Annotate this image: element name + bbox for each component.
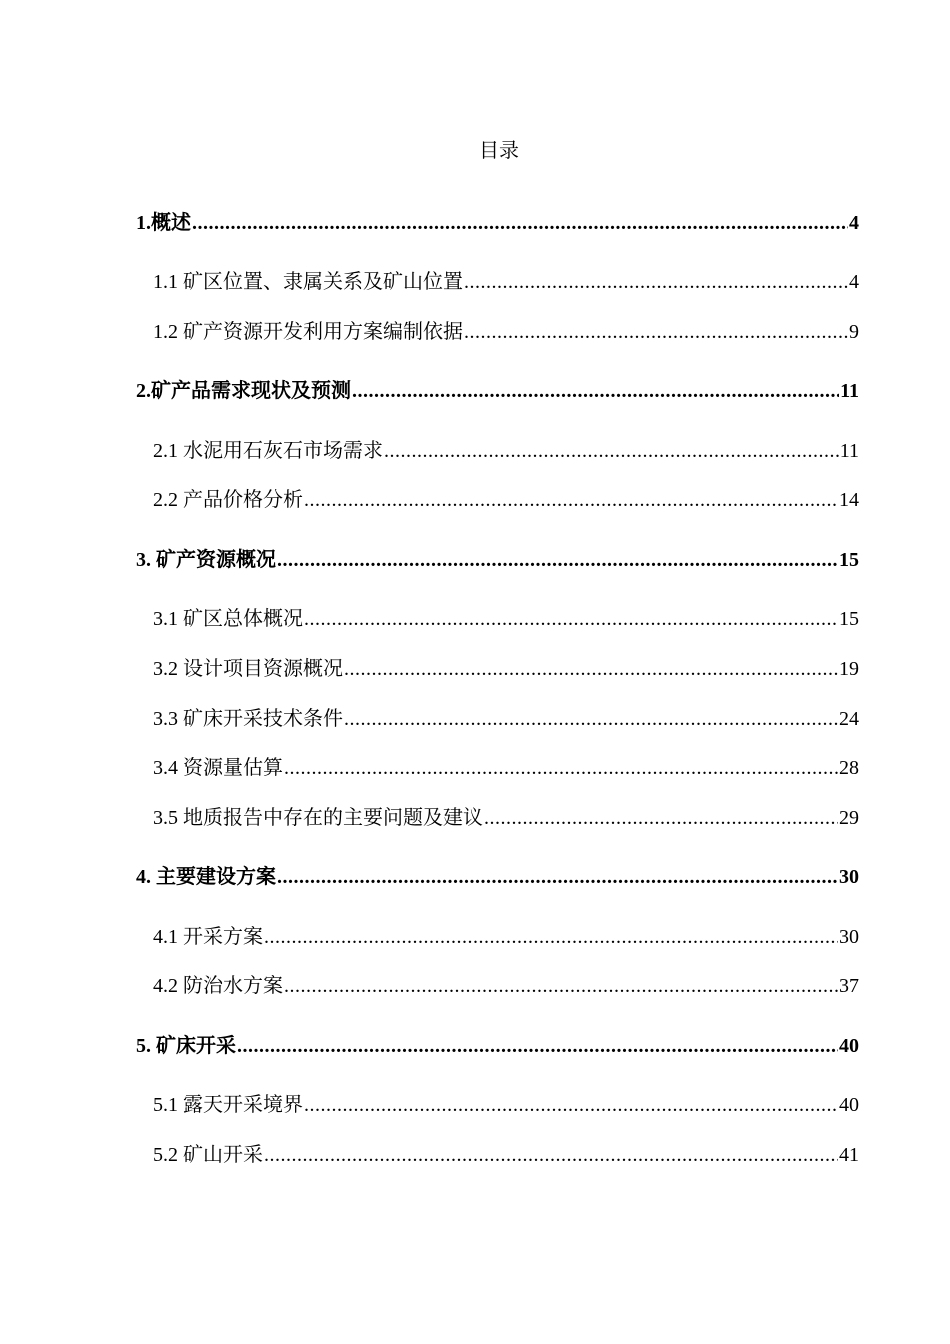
toc-entry-text: 1.2 矿产资源开发利用方案编制依据 bbox=[153, 321, 463, 343]
toc-page-number: 4 bbox=[849, 271, 859, 293]
toc-dot-leader bbox=[192, 210, 848, 236]
toc-page-number: 24 bbox=[839, 708, 859, 730]
toc-page-number: 11 bbox=[840, 380, 859, 402]
toc-dot-leader bbox=[277, 864, 838, 890]
toc-dot-leader bbox=[484, 805, 838, 831]
toc-entry[interactable] bbox=[153, 924, 859, 950]
toc-entry-text: 2.1 水泥用石灰石市场需求 bbox=[153, 440, 383, 462]
toc-page-number: 15 bbox=[839, 608, 859, 630]
toc-entry-text: 3.2 设计项目资源概况 bbox=[153, 658, 343, 680]
toc-entry[interactable] bbox=[153, 706, 859, 732]
toc-dot-leader bbox=[284, 973, 838, 999]
toc-dot-leader bbox=[384, 438, 839, 464]
toc-dot-leader bbox=[464, 319, 848, 345]
toc-entry[interactable] bbox=[153, 973, 859, 999]
toc-entry[interactable] bbox=[153, 606, 859, 632]
toc-entry[interactable] bbox=[153, 319, 859, 345]
toc-page-number: 29 bbox=[839, 807, 859, 829]
toc-page-number: 41 bbox=[839, 1144, 859, 1166]
toc-entry[interactable] bbox=[153, 656, 859, 682]
toc-entry[interactable] bbox=[153, 438, 859, 464]
toc-dot-leader bbox=[352, 378, 839, 404]
toc-entry[interactable] bbox=[153, 755, 859, 781]
toc-entry-text: 3.4 资源量估算 bbox=[153, 757, 283, 779]
toc-dot-leader bbox=[464, 269, 848, 295]
toc-page-number: 30 bbox=[839, 926, 859, 948]
toc-entry[interactable] bbox=[153, 269, 859, 295]
toc-dot-leader bbox=[264, 1142, 838, 1168]
toc-dot-leader bbox=[277, 547, 838, 573]
toc-page-number: 9 bbox=[849, 321, 859, 343]
toc-page-number: 19 bbox=[839, 658, 859, 680]
toc-entry-text: 5.1 露天开采境界 bbox=[153, 1094, 303, 1116]
toc-page-number: 14 bbox=[839, 489, 859, 511]
toc-entry-text: 2.矿产品需求现状及预测 bbox=[136, 380, 351, 402]
toc-entry[interactable] bbox=[136, 547, 859, 573]
toc-entry-text: 3.1 矿区总体概况 bbox=[153, 608, 303, 630]
toc-entry-text: 4.1 开采方案 bbox=[153, 926, 263, 948]
toc-page-number: 15 bbox=[839, 549, 859, 571]
toc-entry[interactable] bbox=[153, 1142, 859, 1168]
toc-dot-leader bbox=[264, 924, 838, 950]
toc-dot-leader bbox=[344, 656, 838, 682]
toc-page-number: 40 bbox=[839, 1035, 859, 1057]
toc-dot-leader bbox=[344, 706, 838, 732]
toc-page-number: 30 bbox=[839, 866, 859, 888]
toc-page-number: 37 bbox=[839, 975, 859, 997]
toc-dot-leader bbox=[304, 606, 838, 632]
toc-entry-text: 3.3 矿床开采技术条件 bbox=[153, 708, 343, 730]
toc-entry[interactable] bbox=[153, 487, 859, 513]
toc-entry[interactable] bbox=[136, 210, 859, 236]
toc-entry-text: 1.概述 bbox=[136, 212, 191, 234]
toc-entry[interactable] bbox=[136, 864, 859, 890]
toc-entry-text: 5.2 矿山开采 bbox=[153, 1144, 263, 1166]
toc-entry-text: 1.1 矿区位置、隶属关系及矿山位置 bbox=[153, 271, 463, 293]
toc-dot-leader bbox=[284, 755, 838, 781]
toc-dot-leader bbox=[237, 1033, 838, 1059]
toc-entry[interactable] bbox=[153, 1092, 859, 1118]
toc-entry[interactable] bbox=[136, 1033, 859, 1059]
toc-entry[interactable] bbox=[136, 378, 859, 404]
toc-entry-text: 3. 矿产资源概况 bbox=[136, 549, 276, 571]
toc-dot-leader bbox=[304, 487, 838, 513]
toc-dot-leader bbox=[304, 1092, 838, 1118]
toc-entry[interactable] bbox=[153, 805, 859, 831]
toc-entry-text: 3.5 地质报告中存在的主要问题及建议 bbox=[153, 807, 483, 829]
toc-page-number: 11 bbox=[839, 440, 859, 462]
toc-title: 目录 bbox=[479, 140, 519, 162]
toc-page-number: 4 bbox=[849, 212, 859, 234]
toc-entry-text: 2.2 产品价格分析 bbox=[153, 489, 303, 511]
toc-entry-text: 4.2 防治水方案 bbox=[153, 975, 283, 997]
toc-entry-text: 4. 主要建设方案 bbox=[136, 866, 276, 888]
toc-entry-text: 5. 矿床开采 bbox=[136, 1035, 236, 1057]
toc-page-number: 40 bbox=[839, 1094, 859, 1116]
toc-page-number: 28 bbox=[839, 757, 859, 779]
